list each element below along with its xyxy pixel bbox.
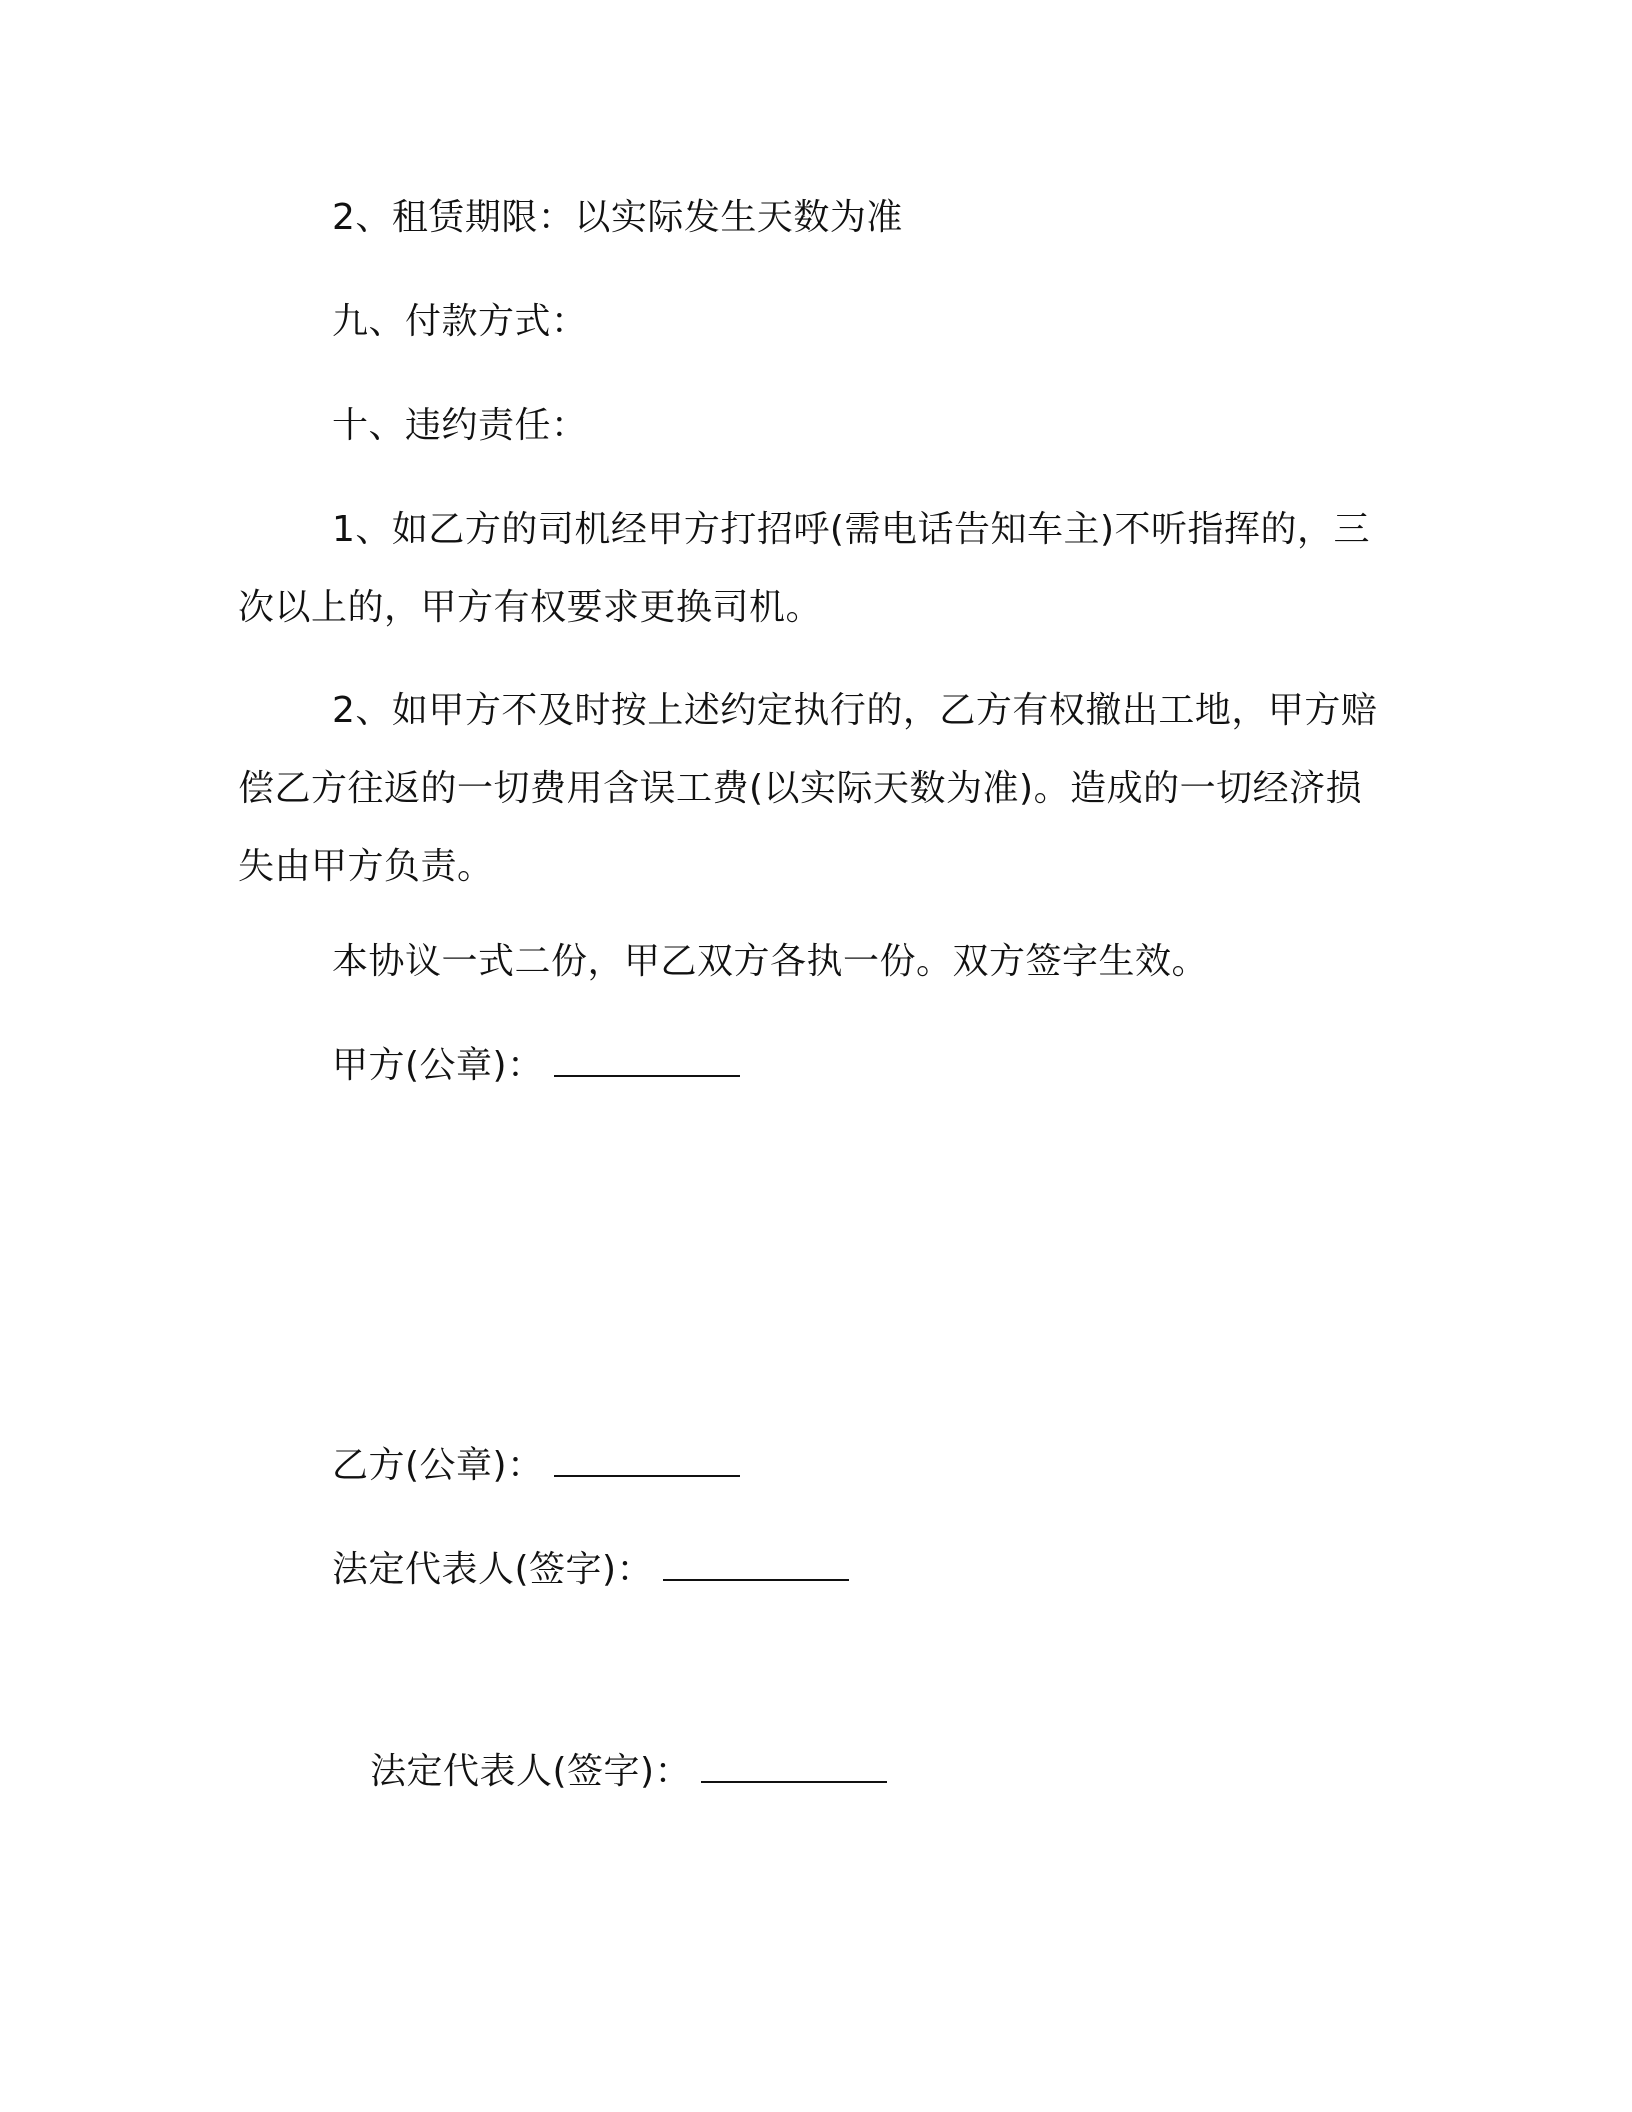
legal-rep-signature-blank-1[interactable] [663,1549,849,1581]
party-b-seal-label: 乙方(公章)： [332,1445,544,1486]
party-a-signature-blank[interactable] [554,1045,740,1077]
legal-rep-signature-row-1 [332,1548,849,1592]
legal-rep-signature-row-2 [370,1750,887,1794]
section-10-heading [332,404,588,448]
clause-2-paragraph [238,672,1398,906]
party-b-signature-row [332,1444,740,1488]
legal-rep-label-1: 法定代表人(签字)： [332,1549,654,1590]
legal-rep-signature-blank-2[interactable] [701,1751,887,1783]
clause-1-text: 1、如乙方的司机经甲方打招呼(需电话告知车主)不听指挥的，三次以上的，甲方有权要求更换司机。 [238,509,1370,628]
lease-term-text: 2、租赁期限：以实际发生天数为准 [332,197,903,238]
section-9-heading [332,300,588,344]
section-9-heading-text: 九、付款方式： [332,301,588,342]
clause-2-text: 2、如甲方不及时按上述约定执行的，乙方有权撤出工地，甲方赔偿乙方往返的一切费用含误工费(以实际天数为准)。造成的一切经济损失由甲方负责。 [238,690,1378,887]
party-a-signature-row [332,1044,740,1088]
party-b-signature-blank[interactable] [554,1445,740,1477]
section-10-heading-text: 十、违约责任： [332,405,588,446]
party-a-seal-label: 甲方(公章)： [332,1045,544,1086]
clause-1-paragraph [238,491,1398,647]
copies-statement-line [332,940,1208,984]
legal-rep-label-2: 法定代表人(签字)： [370,1751,692,1792]
lease-term-line [332,196,903,240]
copies-statement-text: 本协议一式二份，甲乙双方各执一份。双方签字生效。 [332,941,1209,982]
